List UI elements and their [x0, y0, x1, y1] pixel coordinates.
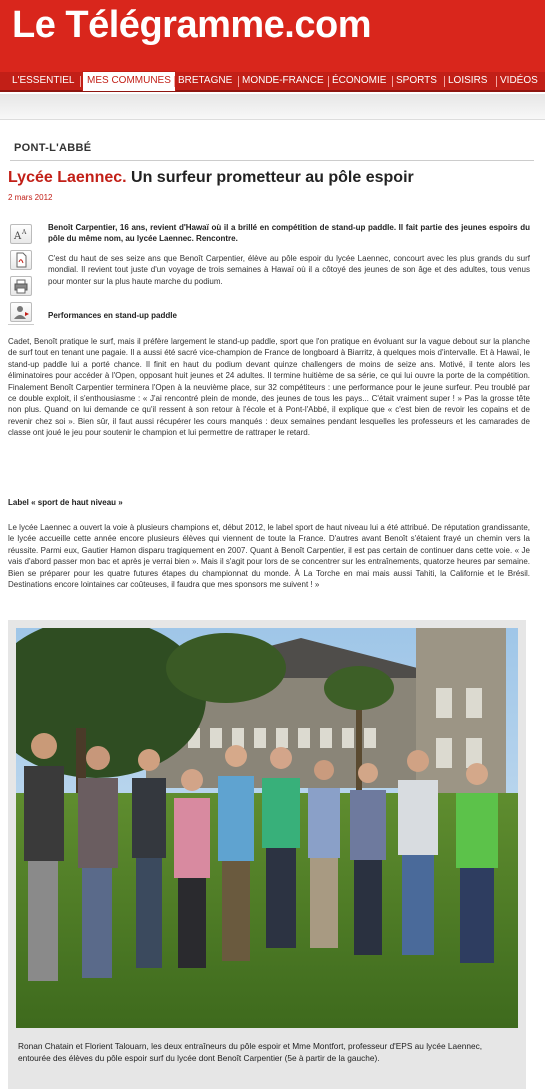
nav-separator [496, 76, 497, 87]
nav-separator [80, 76, 81, 87]
logo-suffix-text: .com [284, 4, 371, 46]
tools-divider [8, 324, 34, 325]
nav-item-bretagne[interactable]: BRETAGNE [178, 75, 233, 86]
nav-separator [444, 76, 445, 87]
article-subheading: Label « sport de haut niveau » [8, 498, 123, 507]
article-intro: C'est du haut de ses seize ans que Benoît Carpentier, élève au pôle espoir du lycée Laennec, concourt avec les plus grands du surf mondial. Il revient tout juste d'un voyage de trois semaines à Hawaï où il a côtoyé des jeunes de son âge et des adultes, tous venus pour monter sur la plus haute marche du podium. [48, 254, 530, 286]
article-lead: Benoît Carpentier, 16 ans, revient d'Hawaï où il a brillé en compétition de stand-up paddle. Il fait partie des jeunes espoirs du pôle du même nom, au lycée Laennec. Rencontre. [48, 223, 530, 244]
svg-text:A: A [22, 229, 27, 236]
svg-text:A: A [14, 231, 22, 242]
nav-separator [392, 76, 393, 87]
nav-item-sports[interactable]: SPORTS [396, 75, 437, 86]
sub-nav-bar [0, 94, 545, 120]
nav-item-essentiel[interactable]: L'ESSENTIEL [12, 75, 75, 86]
section-label[interactable]: PONT-L'ABBÉ [14, 142, 92, 154]
site-logo[interactable] [12, 4, 371, 47]
nav-separator [238, 76, 239, 87]
site-header [0, 0, 545, 72]
nav-item-loisirs[interactable]: LOISIRS [448, 75, 488, 86]
pdf-icon[interactable] [10, 250, 32, 270]
article-headline: Un surfeur prometteur au pôle espoir [126, 169, 414, 186]
article-tools [8, 222, 38, 324]
font-size-icon[interactable] [10, 224, 32, 244]
nav-separator [328, 76, 329, 87]
main-nav [0, 72, 545, 92]
nav-item-economie[interactable]: ÉCONOMIE [332, 75, 387, 86]
print-icon[interactable] [10, 276, 32, 296]
article-photo[interactable] [16, 628, 518, 1028]
article-paragraph: Cadet, Benoît pratique le surf, mais il préfère largement le stand-up paddle, sport que l'on pratique en évoluant sur la vague debout sur la planche de surf tout en tenant une pagaie. Il a aussi été sacré vice-champion de France de longboard à Biarritz, à quelques mois d'intervalle. Et à Hawaï, le stand-up paddle lui a porté chance. Il finit en haut du podium devant quinze challengers de moins de seize ans. Motivé, il tente alors les éliminatoires pour accéder à l'Open, opposant huit jeunes et 24 adultes. Il termine huitième de sa série, ce qui lui ouvre la porte de la compétition. Finalement Benoît Carpentier terminera l'Open à la neuvième place, sur 32 compétiteurs : une performance pour le jeune surfeur. Peu troublé par ce double exploit, il s'enthousiasme : « J'ai rencontré plein de monde, des jeunes de tous les pays... C'était vraiment super ! » Pas la grosse tête non plus. Quand on lui demande ce qu'il ressent à son retour à l'école et à Pont-l'Abbé, il explique que « c'est bien de revoir les copains et de revenir chez soi ». Bien sûr, il faut aussi récupérer les cours manqués : deux semaines pendant lesquelles les professeurs et les camarades de classe ont joué le jeu pour soutenir le champion et lui permettre de rattraper le retard. [8, 337, 530, 438]
nav-item-monde-france[interactable]: MONDE-FRANCE [242, 75, 324, 86]
article-kicker: Lycée Laennec. [8, 169, 127, 186]
nav-item-videos[interactable]: VIDÉOS [500, 75, 538, 86]
logo-main-text: Le Télégramme [12, 4, 285, 46]
share-user-icon[interactable] [10, 302, 32, 322]
nav-separator [174, 76, 175, 87]
photo-caption: Ronan Chatain et Florient Talouarn, les deux entraîneurs du pôle espoir et Mme Montfort, professeur d'EPS au lycée Laennec, entourée des élèves du pôle espoir surf du lycée dont Benoît Carpentier (5e à partir de la gauche). [18, 1041, 483, 1063]
nav-item-mes-communes[interactable]: MES COMMUNES [82, 71, 176, 91]
article-title [8, 169, 538, 187]
article-paragraph: Le lycée Laennec a ouvert la voie à plusieurs champions et, début 2012, le label sport de haut niveau lui a été attribué. De réputation grandissante, le lycée accueille cette année encore plusieurs élèves qui viennent de toute la France. D'autres avant Benoît s'étaient frayé un chemin vers la réussite. Parmi eux, Gautier Hamon disparu tragiquement en 2007. Quant à Benoît Carpentier, il est pas certain de continuer dans cette voie. « Je vais d'abord passer mon bac et après je verrai bien ». Mais il s'agit pour lors de se concentrer sur les entraînements, quatorze heures par semaine. Bien se préparer pour les quatre futures étapes du championnat du monde. À La Torche en mai mais aussi Tahiti, la Californie et le Brésil. Destinations encore lointaines car coûteuses, il faudra que mes sponsors me suivent ! » [8, 523, 530, 590]
article-subheading: Performances en stand-up paddle [48, 311, 177, 320]
article-date: 2 mars 2012 [8, 193, 53, 202]
section-divider [10, 160, 534, 161]
article-figure [8, 620, 526, 1089]
